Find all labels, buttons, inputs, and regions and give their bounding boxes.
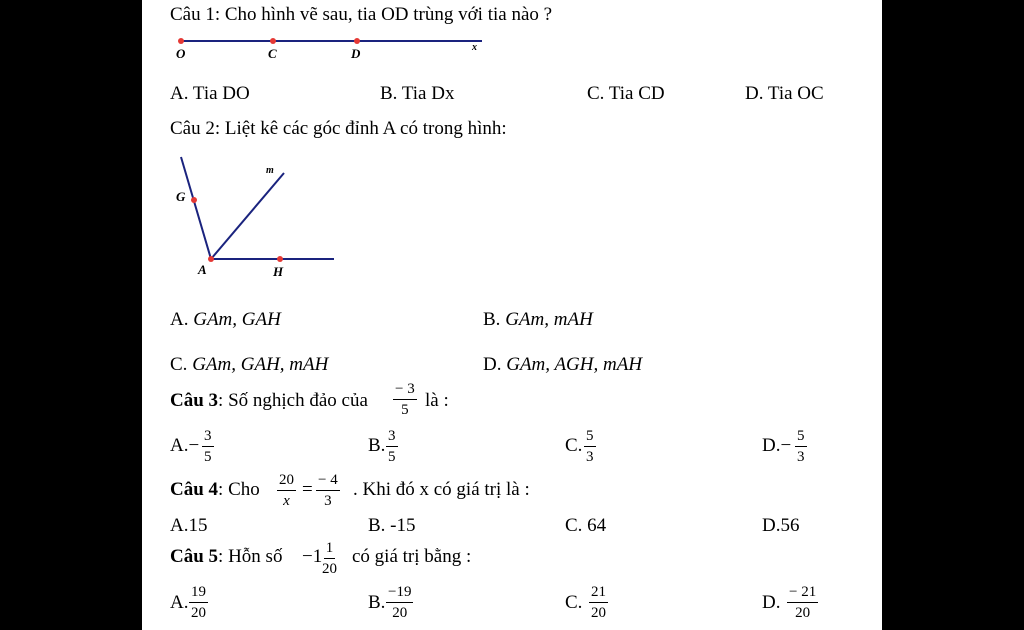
q4-option-a: A.15 bbox=[170, 515, 208, 536]
q2-option-b: B. GAm, mAH bbox=[483, 309, 593, 330]
q5-option-d-fraction: $\frac{- 21}{20}$ bbox=[789, 584, 817, 621]
point-g-label: G bbox=[176, 189, 186, 204]
q5-option-c: C. bbox=[565, 592, 583, 613]
ray-ag bbox=[181, 157, 211, 259]
point-a bbox=[208, 256, 214, 262]
q3-option-c-fraction: $\frac{5}{3}$ bbox=[586, 428, 594, 465]
q5-option-a-fraction: $\frac{19}{20}$ bbox=[191, 584, 206, 621]
q4-fraction-1: $\frac{20}{x}$ bbox=[279, 472, 294, 509]
point-c-label: C bbox=[268, 46, 277, 61]
q3-fraction: $\frac{- 3}{5}$ bbox=[395, 381, 415, 418]
q3-option-a-fraction: $\frac{3}{5}$ bbox=[204, 428, 212, 465]
q5-option-c-fraction: $\frac{21}{20}$ bbox=[591, 584, 606, 621]
q3-option-a: A.− bbox=[170, 435, 200, 456]
q5-option-a: A. bbox=[170, 592, 189, 613]
q4-suffix: . Khi đó x có giá trị là : bbox=[353, 479, 530, 500]
point-h-label: H bbox=[273, 264, 284, 279]
q4-option-d: D.56 bbox=[762, 515, 800, 536]
q5-whole: −1 bbox=[302, 546, 323, 567]
q5-question: Câu 5: Hỗn số bbox=[170, 546, 283, 567]
q4-option-c: C. 64 bbox=[565, 515, 607, 536]
point-o-label: O bbox=[176, 46, 186, 61]
q2-question: Câu 2: Liệt kê các góc đỉnh A có trong hình: bbox=[170, 118, 507, 139]
point-d-label: D bbox=[351, 46, 361, 61]
point-x-label: x bbox=[472, 42, 477, 53]
q3-option-d: D.− bbox=[762, 435, 792, 456]
q5-fraction: $\frac{1}{20}$ bbox=[322, 540, 337, 577]
q4-fraction-2: $\frac{- 4}{3}$ bbox=[318, 472, 338, 509]
q1-option-b: B. Tia Dx bbox=[380, 83, 455, 104]
ray-am bbox=[211, 173, 284, 259]
q3-option-d-fraction: $\frac{5}{3}$ bbox=[797, 428, 805, 465]
q1-option-c: C. Tia CD bbox=[587, 83, 665, 104]
q4-equals: = bbox=[302, 479, 313, 500]
q4-option-b: B. -15 bbox=[368, 515, 416, 536]
q2-option-c: C. GAm, GAH, mAH bbox=[170, 354, 329, 375]
q1-question: Câu 1: Cho hình vẽ sau, tia OD trùng với tia nào ? bbox=[170, 4, 553, 25]
q3-option-b: B. bbox=[368, 435, 386, 456]
point-h bbox=[277, 256, 283, 262]
q2-option-d: D. GAm, AGH, mAH bbox=[483, 354, 643, 375]
point-g bbox=[191, 197, 197, 203]
point-a-label: A bbox=[198, 262, 207, 277]
q3-suffix: là : bbox=[425, 390, 449, 411]
q2-option-a: A. GAm, GAH bbox=[170, 309, 281, 330]
q3-option-c: C. bbox=[565, 435, 583, 456]
point-m-label: m bbox=[266, 165, 274, 176]
q5-suffix: có giá trị bằng : bbox=[352, 546, 472, 567]
q1-option-a: A. Tia DO bbox=[170, 83, 250, 104]
q5-option-b: B. bbox=[368, 592, 386, 613]
q3-option-b-fraction: $\frac{3}{5}$ bbox=[388, 428, 396, 465]
q5-option-b-fraction: $\frac{-19}{20}$ bbox=[388, 584, 412, 621]
q4-question: Câu 4: Cho bbox=[170, 479, 260, 500]
q1-option-d: D. Tia OC bbox=[745, 83, 824, 104]
q5-option-d: D. bbox=[762, 592, 781, 613]
q3-question: Câu 3: Số nghịch đảo của bbox=[170, 390, 368, 411]
